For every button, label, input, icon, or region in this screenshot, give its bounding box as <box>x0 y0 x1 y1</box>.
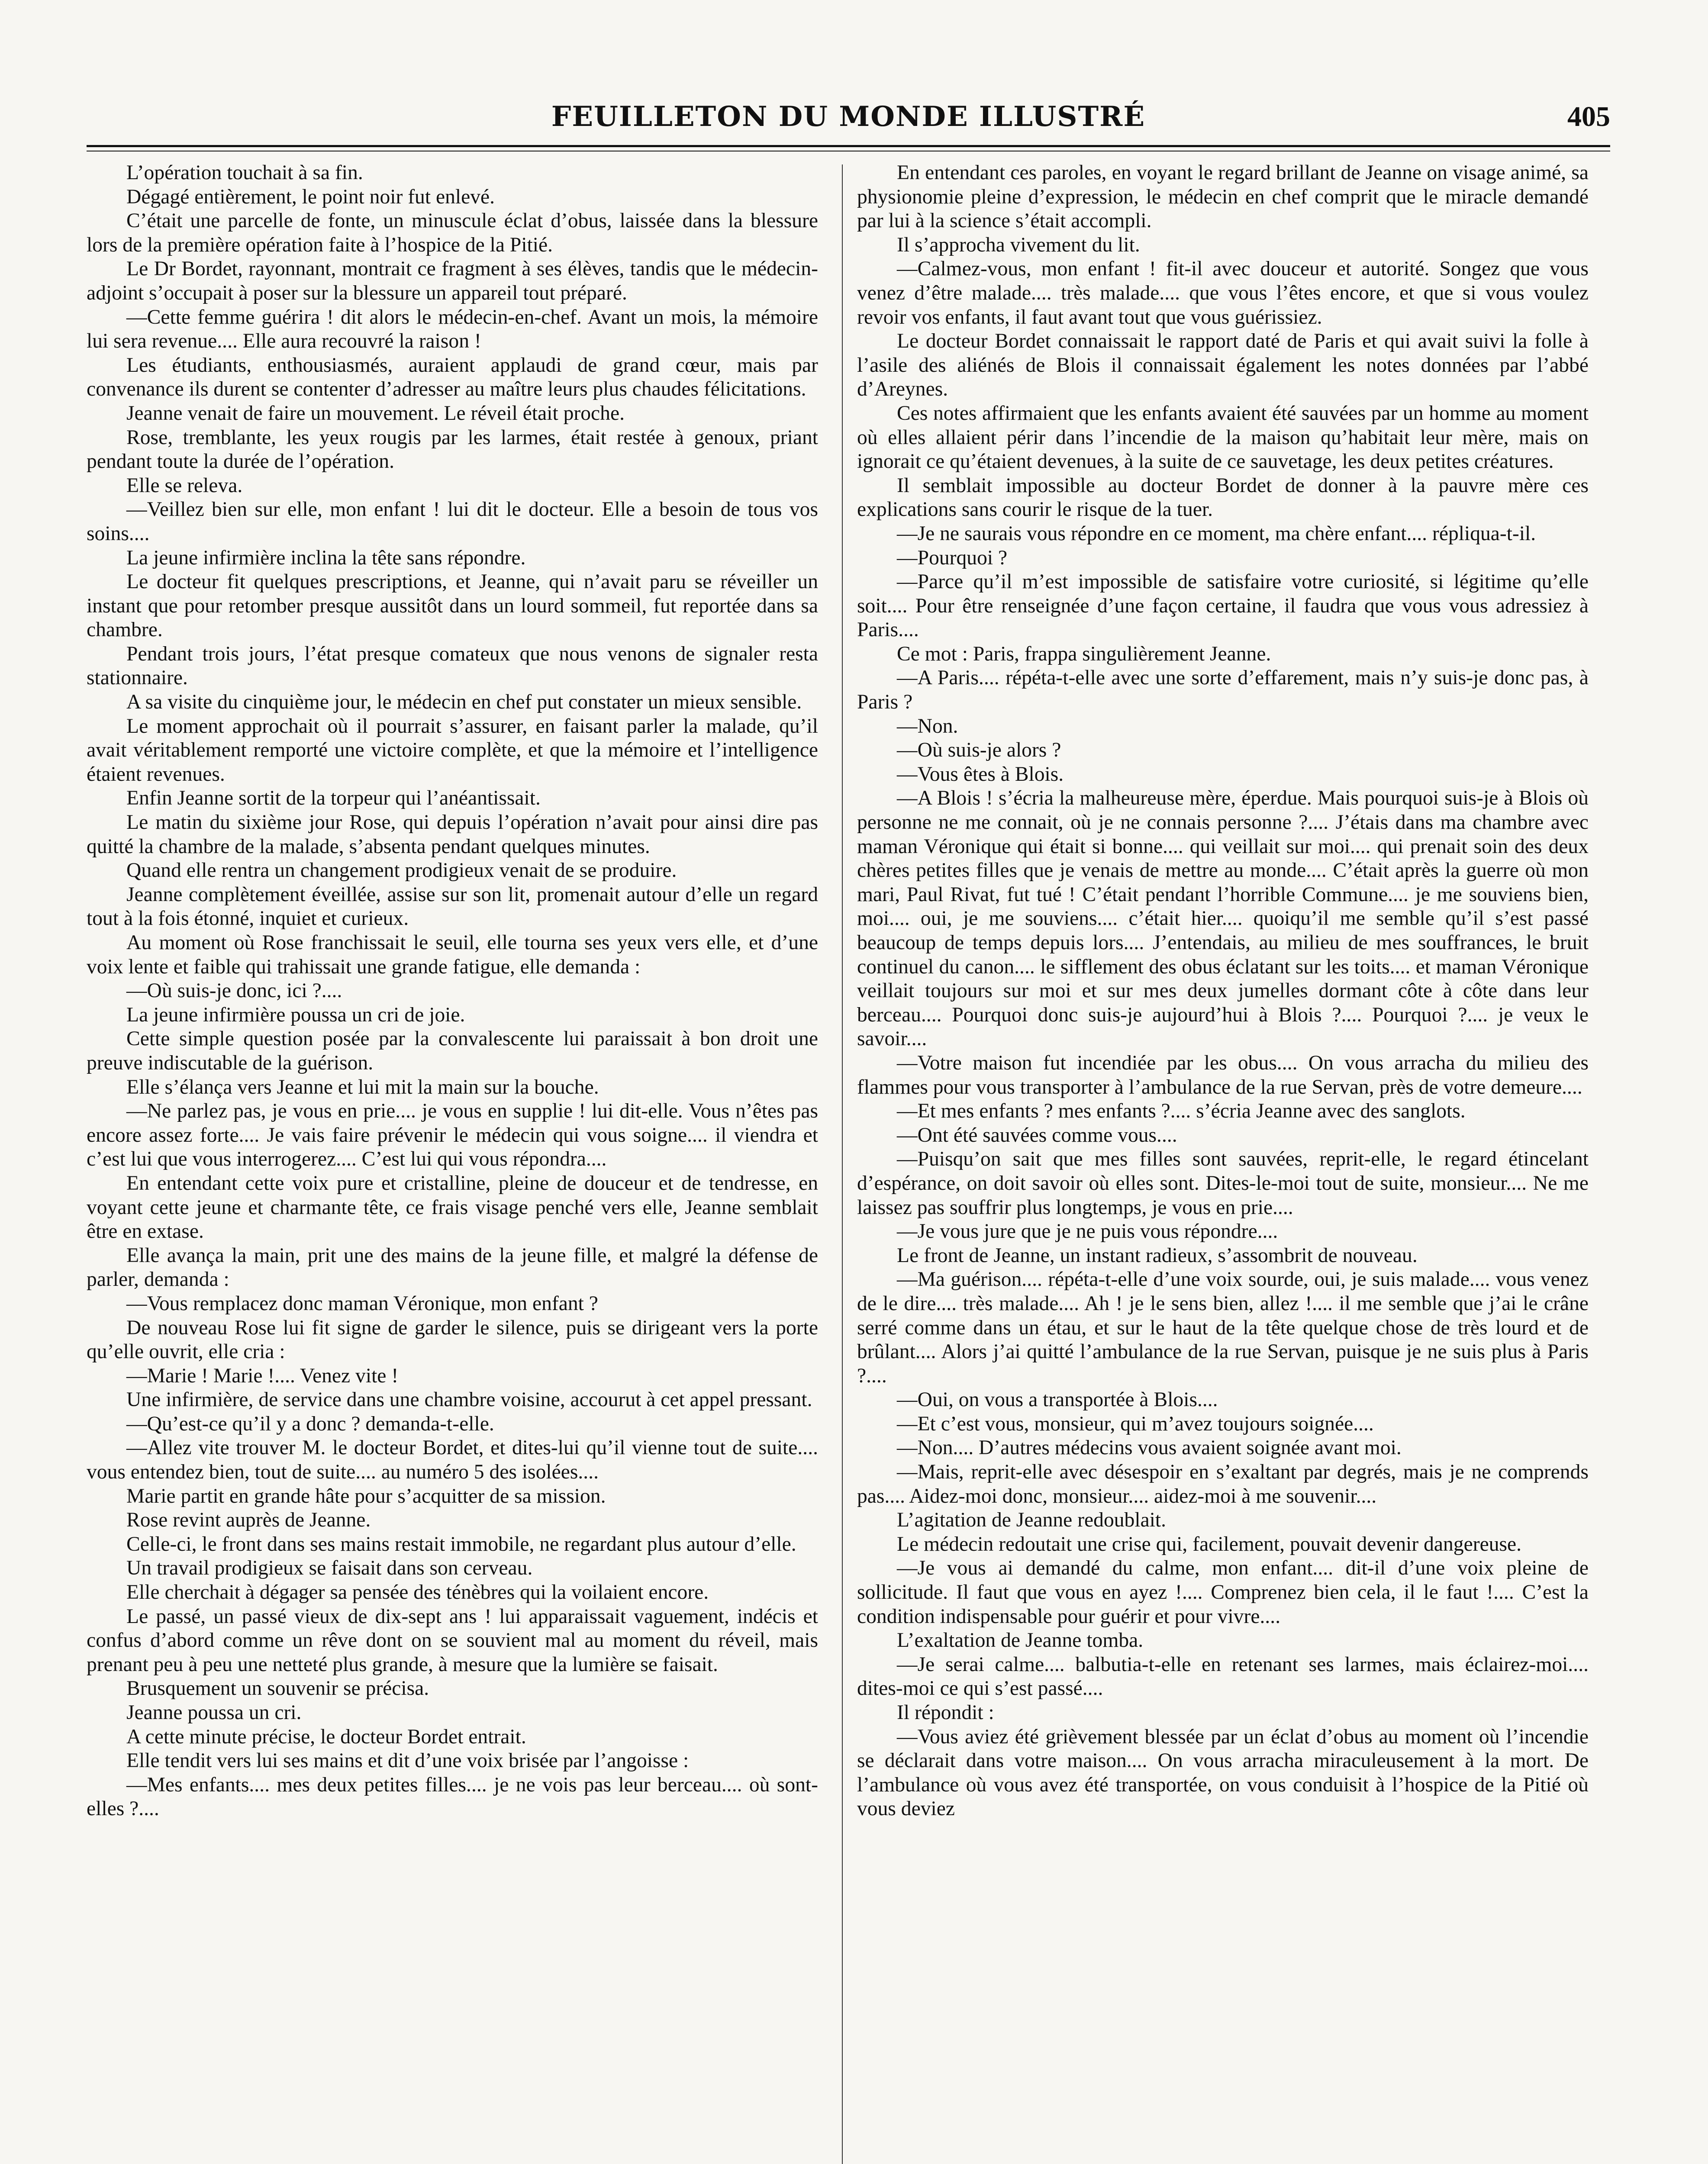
paragraph: Le matin du sixième jour Rose, qui depuis l’opération n’avait pour ainsi dire pas quitté la chambre de la malade, s’absenta pendant quelques minutes. <box>87 811 818 858</box>
paragraph: Elle tendit vers lui ses mains et dit d’une voix brisée par l’angoisse : <box>126 1749 689 1772</box>
paragraph: Le docteur Bordet connaissait le rapport daté de Paris et qui avait suivi la folle à l’asile des aliénés de Blois il connaissait également les notes données par l’abbé d’Areynes. <box>857 330 1589 401</box>
paragraph: —Et c’est vous, monsieur, qui m’avez toujours soignée.... <box>897 1412 1374 1435</box>
paragraph: —Calmez-vous, mon enfant ! fit-il avec douceur et autorité. Songez que vous venez d’être malade.... très malade.... que vous l’êtes encore, et que si vous voulez revoir vos enfants, il faut avant tout que vous guérissiez. <box>857 258 1589 328</box>
paragraph: Rose revint auprès de Jeanne. <box>126 1509 371 1532</box>
paragraph: De nouveau Rose lui fit signe de garder le silence, puis se dirigeant vers la porte qu’elle ouvrit, elle cria : <box>87 1316 818 1363</box>
paragraph: Cette simple question posée par la convalescente lui paraissait à bon droit une preuve indiscutable de la guérison. <box>87 1027 818 1074</box>
paragraph: —Vous remplacez donc maman Véronique, mon enfant ? <box>126 1292 598 1315</box>
paragraph: Les étudiants, enthousiasmés, auraient applaudi de grand cœur, mais par convenance ils durent se contenter d’adresser au maître leurs plus chaudes félicitations. <box>87 354 818 401</box>
paragraph: Brusquement un souvenir se précisa. <box>126 1677 429 1700</box>
paragraph: La jeune infirmière poussa un cri de joie. <box>126 1003 465 1026</box>
paragraph: Jeanne poussa un cri. <box>126 1701 302 1724</box>
paragraph: Le moment approchait où il pourrait s’assurer, en faisant parler la malade, qu’il avait véritablement remporté une victoire complète, et que la mémoire et l’intelligence étaient revenues. <box>87 715 818 786</box>
paragraph: Ce mot : Paris, frappa singulièrement Jeanne. <box>897 642 1271 665</box>
paragraph: Celle-ci, le front dans ses mains restait immobile, ne regardant plus autour d’elle. <box>126 1533 796 1555</box>
paragraph: —Et mes enfants ? mes enfants ?.... s’écria Jeanne avec des sanglots. <box>897 1100 1466 1123</box>
paragraph: —A Blois ! s’écria la malheureuse mère, éperdue. Mais pourquoi suis-je à Blois où personne ne me connait, où je ne connais personne ?.... J’étais dans ma chambre avec maman Véronique qui était si bonne.... qui veillait sur moi.... qui prenait soin des deux chères petites filles que je venais de mettre au monde.... C’était après la guerre où mon mari, Paul Rivat, fut tué ! C’était pendant l’horrible Commune.... je me souviens bien, moi.... oui, je me souviens.... c’était hier.... quoiqu’il me semble qu’il s’est passé beaucoup de temps depuis lors.... J’entendais, au milieu de mes souffrances, le bruit continuel du canon.... le sifflement des obus éclatant sur les toits.... et maman Véronique veillait toujours sur moi et sur mes deux jumelles dormant côte à côte dans leur berceau.... Pourquoi donc suis-je aujourd’hui à Blois ?.... Pourquoi ?.... je veux le savoir.... <box>857 787 1589 1050</box>
paragraph: —Cette femme guérira ! dit alors le médecin-en-chef. Avant un mois, la mémoire lui sera revenue.... Elle aura recouvré la raison ! <box>87 306 818 353</box>
paragraph: —Ma guérison.... répéta-t-elle d’une voix sourde, oui, je suis malade.... vous venez de le dire.... très malade.... Ah ! je le sens bien, allez !.... il me semble que j’ai le crâne serré comme dans un étau, et sur le haut de la tête quelque chose de très lourd et de brûlant.... Alors j’ai quitté l’ambulance de la rue Servan, puisque je ne suis plus à Paris ?.... <box>857 1268 1589 1387</box>
paragraph: —Veillez bien sur elle, mon enfant ! lui dit le docteur. Elle a besoin de tous vos soins.... <box>87 498 818 545</box>
paragraph: A sa visite du cinquième jour, le médecin en chef put constater un mieux sensible. <box>126 691 802 714</box>
column-divider <box>842 164 843 2164</box>
running-title: FEUILLETON DU MONDE ILLUSTRÉ <box>551 100 1146 133</box>
paragraph: —Où suis-je alors ? <box>897 739 1061 762</box>
paragraph: —Qu’est-ce qu’il y a donc ? demanda-t-elle. <box>126 1412 494 1435</box>
page-header <box>87 97 1610 145</box>
paragraph: —Ont été sauvées comme vous.... <box>897 1124 1177 1146</box>
paragraph: En entendant cette voix pure et cristalline, pleine de douceur et de tendresse, en voyant cette jeune et charmante tête, ce frais visage penché vers elle, Jeanne semblait être en extase. <box>87 1172 818 1243</box>
paragraph: —Je vous ai demandé du calme, mon enfant.... dit-il d’une voix pleine de sollicitude. Il faut que vous en ayez !.... Comprenez bien cela, il le faut !.... C’est la condition indispensable pour guérir et pour vivre.... <box>857 1557 1589 1628</box>
paragraph: Une infirmière, de service dans une chambre voisine, accourut à cet appel pressant. <box>126 1388 812 1411</box>
paragraph: —Non.... D’autres médecins vous avaient soignée avant moi. <box>897 1436 1402 1459</box>
paragraph: —Puisqu’on sait que mes filles sont sauvées, reprit-elle, le regard étincelant d’espérance, on doit savoir où elles sont. Dites-le-moi tout de suite, monsieur.... Ne me laissez pas souffrir plus longtemps, je vous en prie.... <box>857 1148 1589 1219</box>
header-rule-thick <box>87 145 1610 147</box>
paragraph: Le Dr Bordet, rayonnant, montrait ce fragment à ses élèves, tandis que le médecin-adjoint s’occupait à poser sur la blessure un appareil tout préparé. <box>87 258 818 304</box>
paragraph: Quand elle rentra un changement prodigieux venait de se produire. <box>126 859 677 882</box>
paragraph: Dégagé entièrement, le point noir fut enlevé. <box>126 185 495 208</box>
paragraph: Elle s’élança vers Jeanne et lui mit la main sur la bouche. <box>126 1076 599 1098</box>
paragraph: —Pourquoi ? <box>897 546 1008 569</box>
paragraph: —Allez vite trouver M. le docteur Bordet, et dites-lui qu’il vienne tout de suite.... vous entendez bien, tout de suite.... au numéro 5 des isolées.... <box>87 1436 818 1484</box>
paragraph: Enfin Jeanne sortit de la torpeur qui l’anéantissait. <box>126 787 541 810</box>
paragraph: —Où suis-je donc, ici ?.... <box>126 979 342 1002</box>
paragraph: Il semblait impossible au docteur Bordet de donner à la pauvre mère ces explications sans courir le risque de la tuer. <box>857 474 1589 521</box>
paragraph: Rose, tremblante, les yeux rougis par les larmes, était restée à genoux, priant pendant toute la durée de l’opération. <box>87 426 818 473</box>
paragraph: Ces notes affirmaient que les enfants avaient été sauvées par un homme au moment où elles allaient périr dans l’incendie de la maison qu’habitait leur mère, mais on ignorait ce qu’étaient devenues, à la suite de ce sauvetage, les deux petites créatures. <box>857 402 1589 473</box>
paragraph: Au moment où Rose franchissait le seuil, elle tourna ses yeux vers elle, et d’une voix lente et faible qui trahissait une grande fatigue, elle demanda : <box>87 931 818 978</box>
paragraph: Un travail prodigieux se faisait dans son cerveau. <box>126 1557 533 1580</box>
page-number: 405 <box>1567 101 1610 132</box>
paragraph: —Je ne saurais vous répondre en ce moment, ma chère enfant.... répliqua-t-il. <box>897 522 1536 545</box>
paragraph: Elle avança la main, prit une des mains de la jeune fille, et malgré la défense de parler, demanda : <box>87 1244 818 1291</box>
paragraph: L’exaltation de Jeanne tomba. <box>897 1629 1144 1652</box>
paragraph: Jeanne complètement éveillée, assise sur son lit, promenait autour d’elle un regard tout à la fois étonné, inquiet et curieux. <box>87 883 818 930</box>
right-column <box>857 161 1589 2164</box>
paragraph: —Parce qu’il m’est impossible de satisfaire votre curiosité, si légitime qu’elle soit.... Pour être renseignée d’une façon certaine, il faudra que vous vous adressiez à Paris.... <box>857 570 1589 641</box>
paragraph: Jeanne venait de faire un mouvement. Le réveil était proche. <box>126 402 625 425</box>
paragraph: Le front de Jeanne, un instant radieux, s’assombrit de nouveau. <box>897 1244 1418 1267</box>
paragraph: C’était une parcelle de fonte, un minuscule éclat d’obus, laissée dans la blessure lors de la première opération faite à l’hospice de la Pitié. <box>87 209 818 256</box>
paragraph: En entendant ces paroles, en voyant le regard brillant de Jeanne on visage animé, sa physionomie pleine d’expression, le médecin en chef comprit que le miracle demandé par lui à la science s’était accompli. <box>857 161 1589 232</box>
paragraph: —Vous aviez été grièvement blessée par un éclat d’obus au moment où l’incendie se déclarait dans votre maison.... On vous arracha miraculeusement à la mort. De l’ambulance où vous avez été transportée, on vous conduisit à l’hospice de la Pitié où vous deviez <box>857 1725 1589 1820</box>
paragraph: —Vous êtes à Blois. <box>897 763 1064 786</box>
paragraph: —Marie ! Marie !.... Venez vite ! <box>126 1364 399 1387</box>
paragraph: Le docteur fit quelques prescriptions, et Jeanne, qui n’avait paru se réveiller un instant que pour retomber presque aussitôt dans un lourd sommeil, fut reportée dans sa chambre. <box>87 570 818 641</box>
paragraph: —Oui, on vous a transportée à Blois.... <box>897 1388 1218 1411</box>
paragraph: L’opération touchait à sa fin. <box>126 161 363 184</box>
paragraph: Pendant trois jours, l’état presque comateux que nous venons de signaler resta stationnaire. <box>87 642 818 689</box>
paragraph: A cette minute précise, le docteur Bordet entrait. <box>126 1725 526 1748</box>
paragraph: Elle cherchait à dégager sa pensée des ténèbres qui la voilaient encore. <box>126 1581 709 1604</box>
paragraph: La jeune infirmière inclina la tête sans répondre. <box>126 546 526 569</box>
paragraph: —Votre maison fut incendiée par les obus.... On vous arracha du milieu des flammes pour vous transporter à l’ambulance de la rue Servan, près de votre demeure.... <box>857 1051 1589 1098</box>
paragraph: —Mais, reprit-elle avec désespoir en s’exaltant par degrés, mais je ne comprends pas.... Aidez-moi donc, monsieur.... aidez-moi à me souvenir.... <box>857 1461 1589 1507</box>
paragraph: —Je serai calme.... balbutia-t-elle en retenant ses larmes, mais éclairez-moi.... dites-moi ce qui s’est passé.... <box>857 1653 1589 1700</box>
paragraph: Marie partit en grande hâte pour s’acquitter de sa mission. <box>126 1485 606 1507</box>
paragraph: —Ne parlez pas, je vous en prie.... je vous en supplie ! lui dit-elle. Vous n’êtes pas encore assez forte.... Je vais faire prévenir le médecin qui vous soigne.... il viendra et c’est lui que vous interrogerez.... C’est lui qui vous répondra.... <box>87 1100 818 1171</box>
paragraph: —Mes enfants.... mes deux petites filles.... je ne vois pas leur berceau.... où sont-elles ?.... <box>87 1773 818 1820</box>
paragraph: —A Paris.... répéta-t-elle avec une sorte d’effarement, mais n’y suis-je donc pas, à Paris ? <box>857 667 1589 714</box>
paragraph: Le passé, un passé vieux de dix-sept ans ! lui apparaissait vaguement, indécis et confus d’abord comme un rêve dont on se souvient mal au moment du réveil, mais prenant peu à peu une netteté plus grande, à mesure que la lumière se faisait. <box>87 1605 818 1676</box>
left-column <box>87 161 818 2164</box>
paragraph: Il répondit : <box>897 1701 994 1724</box>
paragraph: Elle se releva. <box>126 474 243 497</box>
paragraph: —Non. <box>897 715 958 737</box>
paragraph: Il s’approcha vivement du lit. <box>897 233 1140 256</box>
paragraph: L’agitation de Jeanne redoublait. <box>897 1509 1167 1532</box>
paragraph: Le médecin redoutait une crise qui, facilement, pouvait devenir dangereuse. <box>897 1533 1522 1555</box>
paragraph: —Je vous jure que je ne puis vous répondre.... <box>897 1220 1278 1243</box>
